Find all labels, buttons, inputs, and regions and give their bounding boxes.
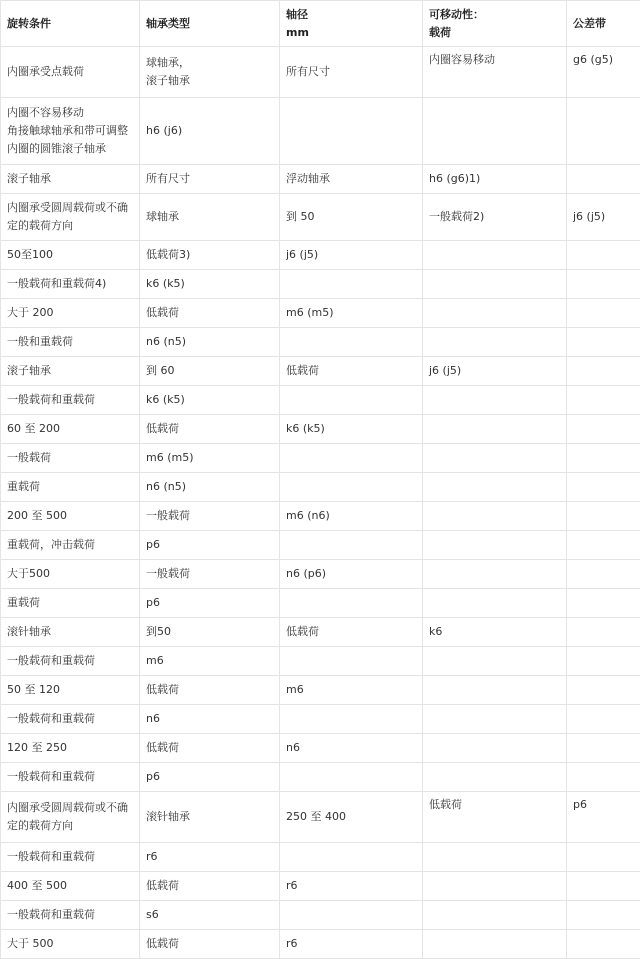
cell-bearing-type xyxy=(140,560,280,589)
cell-shaft-diameter xyxy=(280,47,423,98)
table-row xyxy=(1,241,640,270)
cell-tolerance-zone xyxy=(567,328,640,357)
cell-text: m6 (n6) xyxy=(286,507,416,525)
cell-text: 一般载荷和重载荷 xyxy=(7,906,133,924)
cell-text: 滚针轴承 xyxy=(146,808,273,826)
cell-bearing-type xyxy=(140,531,280,560)
cell-tolerance-zone xyxy=(567,502,640,531)
cell-shaft-diameter xyxy=(280,589,423,618)
cell-bearing-type xyxy=(140,357,280,386)
table-row xyxy=(1,473,640,502)
cell-tolerance-zone xyxy=(567,299,640,328)
table-row xyxy=(1,98,640,165)
cell-bearing-type xyxy=(140,705,280,734)
cell-shaft-diameter xyxy=(280,415,423,444)
cell-text: r6 xyxy=(286,935,416,953)
cell-text: n6 xyxy=(286,739,416,757)
table-row xyxy=(1,872,640,901)
cell-text: 一般载荷和重载荷 xyxy=(7,710,133,728)
cell-text: k6 (k5) xyxy=(146,391,273,409)
cell-text: 内圈承受圆周载荷或不确 定的载荷方向 xyxy=(7,199,133,235)
cell-shaft-diameter xyxy=(280,676,423,705)
cell-text: k6 xyxy=(429,623,560,641)
cell-text: r6 xyxy=(286,877,416,895)
cell-bearing-type xyxy=(140,386,280,415)
cell-text: 50 至 120 xyxy=(7,681,133,699)
cell-tolerance-zone xyxy=(567,270,640,299)
cell-text: 到50 xyxy=(146,623,273,641)
cell-text: 60 至 200 xyxy=(7,420,133,438)
cell-text: 球轴承 xyxy=(146,208,273,226)
cell-condition xyxy=(1,705,140,734)
cell-mobility-load xyxy=(423,589,567,618)
table-row xyxy=(1,843,640,872)
cell-bearing-type xyxy=(140,647,280,676)
cell-shaft-diameter xyxy=(280,647,423,676)
cell-mobility-load xyxy=(423,299,567,328)
cell-bearing-type xyxy=(140,165,280,194)
cell-text: 重载荷，冲击载荷 xyxy=(7,536,133,554)
cell-text: k6 (k5) xyxy=(286,420,416,438)
cell-text: p6 xyxy=(146,768,273,786)
cell-text: 50至100 xyxy=(7,246,133,264)
cell-condition xyxy=(1,444,140,473)
cell-shaft-diameter xyxy=(280,299,423,328)
cell-text: 到 50 xyxy=(286,208,416,226)
cell-tolerance-zone xyxy=(567,930,640,959)
table-row xyxy=(1,328,640,357)
cell-shaft-diameter xyxy=(280,560,423,589)
cell-shaft-diameter xyxy=(280,930,423,959)
cell-mobility-load xyxy=(423,241,567,270)
table-row xyxy=(1,705,640,734)
table-row xyxy=(1,531,640,560)
table-row xyxy=(1,386,640,415)
cell-tolerance-zone xyxy=(567,763,640,792)
table-header xyxy=(1,1,640,47)
cell-text: 一般载荷和重载荷 xyxy=(7,652,133,670)
cell-text: n6 (n5) xyxy=(146,333,273,351)
table-row xyxy=(1,618,640,647)
cell-text: m6 (m5) xyxy=(146,449,273,467)
cell-tolerance-zone xyxy=(567,444,640,473)
cell-shaft-diameter xyxy=(280,241,423,270)
table-row xyxy=(1,357,640,386)
cell-mobility-load xyxy=(423,676,567,705)
cell-text: p6 xyxy=(146,536,273,554)
cell-bearing-type xyxy=(140,98,280,165)
cell-mobility-load xyxy=(423,165,567,194)
cell-text: j6 (j5) xyxy=(286,246,416,264)
cell-condition xyxy=(1,792,140,843)
cell-shaft-diameter xyxy=(280,843,423,872)
cell-mobility-load xyxy=(423,473,567,502)
cell-bearing-type xyxy=(140,843,280,872)
cell-text: m6 xyxy=(286,681,416,699)
cell-bearing-type xyxy=(140,502,280,531)
cell-text: s6 xyxy=(146,906,273,924)
cell-mobility-load xyxy=(423,270,567,299)
header-mobility-load: 可移动性： 载荷 xyxy=(423,1,567,47)
cell-text: 大于 500 xyxy=(7,935,133,953)
table-row xyxy=(1,792,640,843)
cell-tolerance-zone xyxy=(567,872,640,901)
cell-text: 一般载荷和重载荷 xyxy=(7,848,133,866)
cell-text: 大于500 xyxy=(7,565,133,583)
cell-bearing-type xyxy=(140,872,280,901)
table-row xyxy=(1,270,640,299)
cell-shaft-diameter xyxy=(280,734,423,763)
cell-bearing-type xyxy=(140,194,280,241)
cell-condition xyxy=(1,872,140,901)
cell-condition xyxy=(1,415,140,444)
cell-tolerance-zone xyxy=(567,241,640,270)
cell-mobility-load xyxy=(423,357,567,386)
cell-mobility-load xyxy=(423,763,567,792)
cell-shaft-diameter xyxy=(280,502,423,531)
cell-mobility-load xyxy=(423,47,567,98)
cell-mobility-load xyxy=(423,531,567,560)
cell-text: 一般载荷和重载荷4) xyxy=(7,275,133,293)
cell-bearing-type xyxy=(140,241,280,270)
cell-condition xyxy=(1,357,140,386)
table-row xyxy=(1,901,640,930)
cell-mobility-load xyxy=(423,734,567,763)
cell-mobility-load xyxy=(423,502,567,531)
cell-text: 一般载荷2) xyxy=(429,208,560,226)
cell-text: 一般载荷和重载荷 xyxy=(7,768,133,786)
cell-bearing-type xyxy=(140,415,280,444)
cell-tolerance-zone xyxy=(567,901,640,930)
cell-mobility-load xyxy=(423,647,567,676)
cell-tolerance-zone xyxy=(567,386,640,415)
cell-text: 所有尺寸 xyxy=(146,170,273,188)
cell-bearing-type xyxy=(140,47,280,98)
cell-shaft-diameter xyxy=(280,531,423,560)
cell-condition xyxy=(1,47,140,98)
cell-text: 浮动轴承 xyxy=(286,170,416,188)
cell-condition xyxy=(1,930,140,959)
cell-bearing-type xyxy=(140,444,280,473)
cell-shaft-diameter xyxy=(280,901,423,930)
cell-text: 低载荷 xyxy=(146,739,273,757)
cell-mobility-load xyxy=(423,328,567,357)
cell-condition xyxy=(1,647,140,676)
cell-text: j6 (j5) xyxy=(573,208,634,226)
cell-mobility-load xyxy=(423,843,567,872)
cell-text: h6 (j6) xyxy=(146,122,273,140)
cell-text: 低载荷 xyxy=(146,304,273,322)
cell-text: 滚子轴承 xyxy=(7,170,133,188)
cell-condition xyxy=(1,560,140,589)
cell-shaft-diameter xyxy=(280,473,423,502)
cell-tolerance-zone xyxy=(567,618,640,647)
cell-text: 低载荷 xyxy=(146,420,273,438)
cell-text: n6 (n5) xyxy=(146,478,273,496)
header-shaft-diameter: 轴径 mm xyxy=(280,1,423,47)
cell-tolerance-zone xyxy=(567,843,640,872)
cell-shaft-diameter xyxy=(280,270,423,299)
cell-text: r6 xyxy=(146,848,273,866)
cell-text: 一般载荷 xyxy=(146,507,273,525)
cell-mobility-load xyxy=(423,618,567,647)
cell-tolerance-zone xyxy=(567,531,640,560)
cell-bearing-type xyxy=(140,473,280,502)
cell-mobility-load xyxy=(423,415,567,444)
table-row xyxy=(1,647,640,676)
cell-shaft-diameter xyxy=(280,705,423,734)
cell-bearing-type xyxy=(140,930,280,959)
cell-tolerance-zone xyxy=(567,560,640,589)
cell-text: 低载荷 xyxy=(146,877,273,895)
cell-text: 内圈容易移动 xyxy=(429,51,560,69)
cell-mobility-load xyxy=(423,901,567,930)
cell-condition xyxy=(1,843,140,872)
cell-condition xyxy=(1,299,140,328)
cell-condition xyxy=(1,763,140,792)
cell-bearing-type xyxy=(140,299,280,328)
cell-shaft-diameter xyxy=(280,328,423,357)
cell-condition xyxy=(1,165,140,194)
cell-text: p6 xyxy=(146,594,273,612)
cell-text: 滚针轴承 xyxy=(7,623,133,641)
cell-text: 低载荷 xyxy=(286,362,416,380)
cell-condition xyxy=(1,270,140,299)
cell-tolerance-zone xyxy=(567,647,640,676)
table-row xyxy=(1,734,640,763)
cell-tolerance-zone xyxy=(567,734,640,763)
table-body xyxy=(1,47,640,959)
cell-text: m6 (m5) xyxy=(286,304,416,322)
cell-text: 低载荷 xyxy=(429,796,560,814)
cell-text: k6 (k5) xyxy=(146,275,273,293)
cell-tolerance-zone xyxy=(567,98,640,165)
cell-condition xyxy=(1,241,140,270)
table-row xyxy=(1,47,640,98)
cell-text: 内圈承受圆周载荷或不确 定的载荷方向 xyxy=(7,799,133,835)
cell-bearing-type xyxy=(140,270,280,299)
cell-text: n6 (p6) xyxy=(286,565,416,583)
cell-bearing-type xyxy=(140,618,280,647)
cell-shaft-diameter xyxy=(280,444,423,473)
cell-condition xyxy=(1,618,140,647)
cell-text: g6 (g5) xyxy=(573,51,634,69)
cell-mobility-load xyxy=(423,705,567,734)
cell-mobility-load xyxy=(423,386,567,415)
cell-shaft-diameter xyxy=(280,194,423,241)
cell-mobility-load xyxy=(423,872,567,901)
cell-bearing-type xyxy=(140,763,280,792)
cell-mobility-load xyxy=(423,194,567,241)
table-row xyxy=(1,502,640,531)
cell-shaft-diameter xyxy=(280,792,423,843)
cell-text: 120 至 250 xyxy=(7,739,133,757)
cell-text: 滚子轴承 xyxy=(7,362,133,380)
cell-condition xyxy=(1,531,140,560)
cell-text: 一般和重载荷 xyxy=(7,333,133,351)
table-row xyxy=(1,589,640,618)
cell-text: 大于 200 xyxy=(7,304,133,322)
cell-condition xyxy=(1,502,140,531)
table-row xyxy=(1,165,640,194)
cell-tolerance-zone xyxy=(567,165,640,194)
cell-text: 一般载荷和重载荷 xyxy=(7,391,133,409)
cell-mobility-load xyxy=(423,98,567,165)
cell-tolerance-zone xyxy=(567,473,640,502)
cell-mobility-load xyxy=(423,792,567,843)
cell-text: 所有尺寸 xyxy=(286,63,416,81)
cell-condition xyxy=(1,901,140,930)
table-row xyxy=(1,299,640,328)
cell-text: 内圈承受点载荷 xyxy=(7,63,133,81)
cell-mobility-load xyxy=(423,560,567,589)
table-row xyxy=(1,763,640,792)
cell-text: 一般载荷 xyxy=(7,449,133,467)
cell-condition xyxy=(1,473,140,502)
cell-text: 400 至 500 xyxy=(7,877,133,895)
cell-shaft-diameter xyxy=(280,386,423,415)
cell-tolerance-zone xyxy=(567,415,640,444)
cell-text: 250 至 400 xyxy=(286,808,416,826)
cell-tolerance-zone xyxy=(567,589,640,618)
cell-bearing-type xyxy=(140,792,280,843)
cell-condition xyxy=(1,589,140,618)
table-row xyxy=(1,930,640,959)
cell-text: 一般载荷 xyxy=(146,565,273,583)
cell-text: 200 至 500 xyxy=(7,507,133,525)
cell-text: 到 60 xyxy=(146,362,273,380)
header-row xyxy=(1,1,640,47)
cell-condition xyxy=(1,98,140,165)
cell-text: 低载荷3) xyxy=(146,246,273,264)
table-row xyxy=(1,194,640,241)
table-row xyxy=(1,415,640,444)
cell-shaft-diameter xyxy=(280,872,423,901)
cell-tolerance-zone xyxy=(567,705,640,734)
cell-tolerance-zone xyxy=(567,357,640,386)
cell-text: 重载荷 xyxy=(7,594,133,612)
table-row xyxy=(1,444,640,473)
cell-text: 低载荷 xyxy=(286,623,416,641)
cell-condition xyxy=(1,328,140,357)
cell-condition xyxy=(1,676,140,705)
header-tolerance-zone: 公差带 xyxy=(567,1,640,47)
cell-shaft-diameter xyxy=(280,763,423,792)
cell-shaft-diameter xyxy=(280,618,423,647)
cell-text: n6 xyxy=(146,710,273,728)
cell-condition xyxy=(1,734,140,763)
cell-bearing-type xyxy=(140,589,280,618)
cell-bearing-type xyxy=(140,328,280,357)
cell-bearing-type xyxy=(140,901,280,930)
cell-text: 低载荷 xyxy=(146,681,273,699)
cell-condition xyxy=(1,194,140,241)
cell-tolerance-zone xyxy=(567,47,640,98)
cell-mobility-load xyxy=(423,930,567,959)
cell-tolerance-zone xyxy=(567,676,640,705)
cell-mobility-load xyxy=(423,444,567,473)
cell-text: j6 (j5) xyxy=(429,362,560,380)
cell-condition xyxy=(1,386,140,415)
header-rotation-condition: 旋转条件 xyxy=(1,1,140,47)
cell-text: p6 xyxy=(573,796,634,814)
cell-text: h6 (g6)1) xyxy=(429,170,560,188)
cell-shaft-diameter xyxy=(280,165,423,194)
table-row xyxy=(1,560,640,589)
cell-tolerance-zone xyxy=(567,792,640,843)
cell-text: 内圈不容易移动 角接触球轴承和带可调整 内圈的圆锥滚子轴承 xyxy=(7,104,133,158)
cell-text: m6 xyxy=(146,652,273,670)
table-row xyxy=(1,676,640,705)
cell-shaft-diameter xyxy=(280,357,423,386)
cell-text: 低载荷 xyxy=(146,935,273,953)
cell-bearing-type xyxy=(140,734,280,763)
cell-text: 球轴承， 滚子轴承 xyxy=(146,54,273,90)
cell-bearing-type xyxy=(140,676,280,705)
header-bearing-type: 轴承类型 xyxy=(140,1,280,47)
cell-shaft-diameter xyxy=(280,98,423,165)
cell-text: 重载荷 xyxy=(7,478,133,496)
cell-tolerance-zone xyxy=(567,194,640,241)
